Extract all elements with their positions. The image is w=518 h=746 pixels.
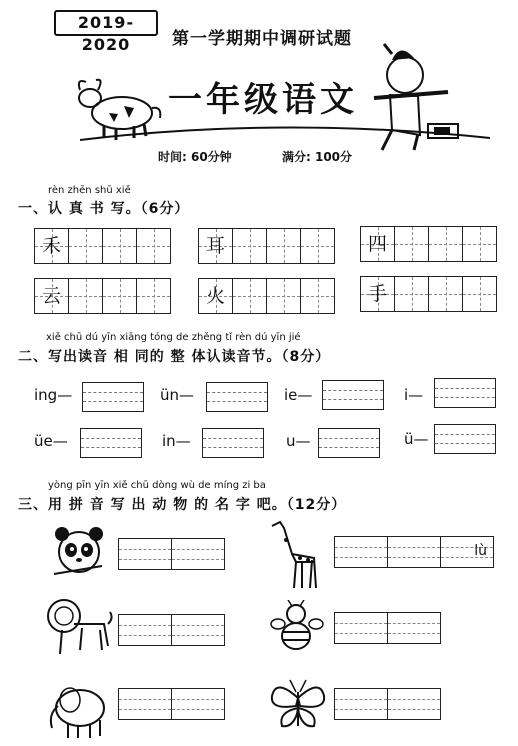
section3-title: 三、用 拼 音 写 出 动 物 的 名 字 吧。（12分） xyxy=(18,497,347,513)
answer-box[interactable] xyxy=(318,428,380,458)
tianzi-row-5 xyxy=(198,278,335,314)
syllable-label: ie— xyxy=(284,386,313,404)
write-box[interactable] xyxy=(102,278,136,314)
model-char: 禾 xyxy=(41,235,61,257)
write-box[interactable] xyxy=(136,278,171,314)
animal-answer-group xyxy=(334,612,441,644)
model-char: 手 xyxy=(367,283,387,305)
tianzi-row-6 xyxy=(360,276,497,312)
write-box[interactable] xyxy=(428,226,462,262)
butterfly-icon xyxy=(268,676,328,732)
write-box[interactable] xyxy=(462,276,497,312)
write-box[interactable] xyxy=(232,278,266,314)
pinyin-answer-box[interactable] xyxy=(387,536,440,568)
animal-answer-group xyxy=(118,688,225,720)
exam-time: 时间: 60分钟 xyxy=(158,150,232,164)
section3-pinyin: yòng pīn yīn xiě chū dòng wù de míng zi ba xyxy=(48,480,266,491)
write-box[interactable] xyxy=(68,228,102,264)
animal-answer-group xyxy=(118,614,225,646)
syllable-label: ing— xyxy=(34,386,73,404)
year-badge: 2019-2020 xyxy=(54,10,158,36)
pinyin-answer-box[interactable] xyxy=(387,612,441,644)
giraffe-icon xyxy=(266,518,324,590)
write-box[interactable] xyxy=(394,226,428,262)
write-box[interactable] xyxy=(300,228,335,264)
syllable-label: i— xyxy=(404,386,424,404)
pinyin-answer-box[interactable] xyxy=(387,688,441,720)
tianzi-row-2 xyxy=(198,228,335,264)
write-box[interactable] xyxy=(136,228,171,264)
animal-answer-group xyxy=(118,538,225,570)
pinyin-answer-box[interactable] xyxy=(440,536,494,568)
answer-box[interactable] xyxy=(202,428,264,458)
section1-pinyin: rèn zhēn shū xiě xyxy=(48,185,131,196)
bee-icon xyxy=(270,600,326,656)
pinyin-answer-box[interactable] xyxy=(334,688,387,720)
model-char: 云 xyxy=(41,285,61,307)
subject-title: 一年级语文 xyxy=(168,80,358,120)
tianzi-row-1 xyxy=(34,228,171,264)
write-box[interactable] xyxy=(394,276,428,312)
write-box[interactable] xyxy=(300,278,335,314)
model-char: 四 xyxy=(367,233,387,255)
model-char: 火 xyxy=(205,285,225,307)
pinyin-answer-box[interactable] xyxy=(118,614,171,646)
section1-title: 一、认 真 书 写。（6分） xyxy=(18,201,190,217)
answer-box[interactable] xyxy=(82,382,144,412)
write-box[interactable] xyxy=(266,228,300,264)
pinyin-answer-box[interactable] xyxy=(334,536,387,568)
pinyin-answer-box[interactable] xyxy=(118,538,171,570)
section2-title: 二、写出读音 相 同的 整 体认读音节。（8分） xyxy=(18,349,331,365)
syllable-label: ün— xyxy=(160,386,195,404)
exam-title: 第一学期期中调研试题 xyxy=(172,29,352,49)
exam-score: 满分: 100分 xyxy=(282,150,353,164)
write-box[interactable] xyxy=(462,226,497,262)
write-box[interactable] xyxy=(266,278,300,314)
answer-box[interactable] xyxy=(322,380,384,410)
answer-box[interactable] xyxy=(434,424,496,454)
animal-answer-group xyxy=(334,688,441,720)
write-box[interactable] xyxy=(102,228,136,264)
syllable-label: ü— xyxy=(404,430,429,448)
pinyin-answer-box[interactable] xyxy=(171,614,225,646)
prefilled-answer: lù xyxy=(474,543,487,559)
write-box[interactable] xyxy=(428,276,462,312)
syllable-label: u— xyxy=(286,432,311,450)
write-box[interactable] xyxy=(232,228,266,264)
ground-curve xyxy=(80,118,490,148)
pinyin-answer-box[interactable] xyxy=(171,538,225,570)
elephant-icon xyxy=(44,678,110,740)
tianzi-row-4 xyxy=(34,278,171,314)
pinyin-answer-box[interactable] xyxy=(171,688,225,720)
pinyin-answer-box[interactable] xyxy=(118,688,171,720)
lion-icon xyxy=(44,594,114,660)
animal-answer-group xyxy=(334,536,494,568)
pinyin-answer-box[interactable] xyxy=(334,612,387,644)
panda-icon xyxy=(50,524,108,580)
answer-box[interactable] xyxy=(206,382,268,412)
syllable-label: üe— xyxy=(34,432,68,450)
answer-box[interactable] xyxy=(80,428,142,458)
model-char: 耳 xyxy=(205,235,225,257)
section2-pinyin: xiě chū dú yīn xiāng tóng de zhěng tǐ rèn dú yīn jié xyxy=(46,332,301,343)
answer-box[interactable] xyxy=(434,378,496,408)
write-box[interactable] xyxy=(68,278,102,314)
tianzi-row-3 xyxy=(360,226,497,262)
syllable-label: in— xyxy=(162,432,191,450)
